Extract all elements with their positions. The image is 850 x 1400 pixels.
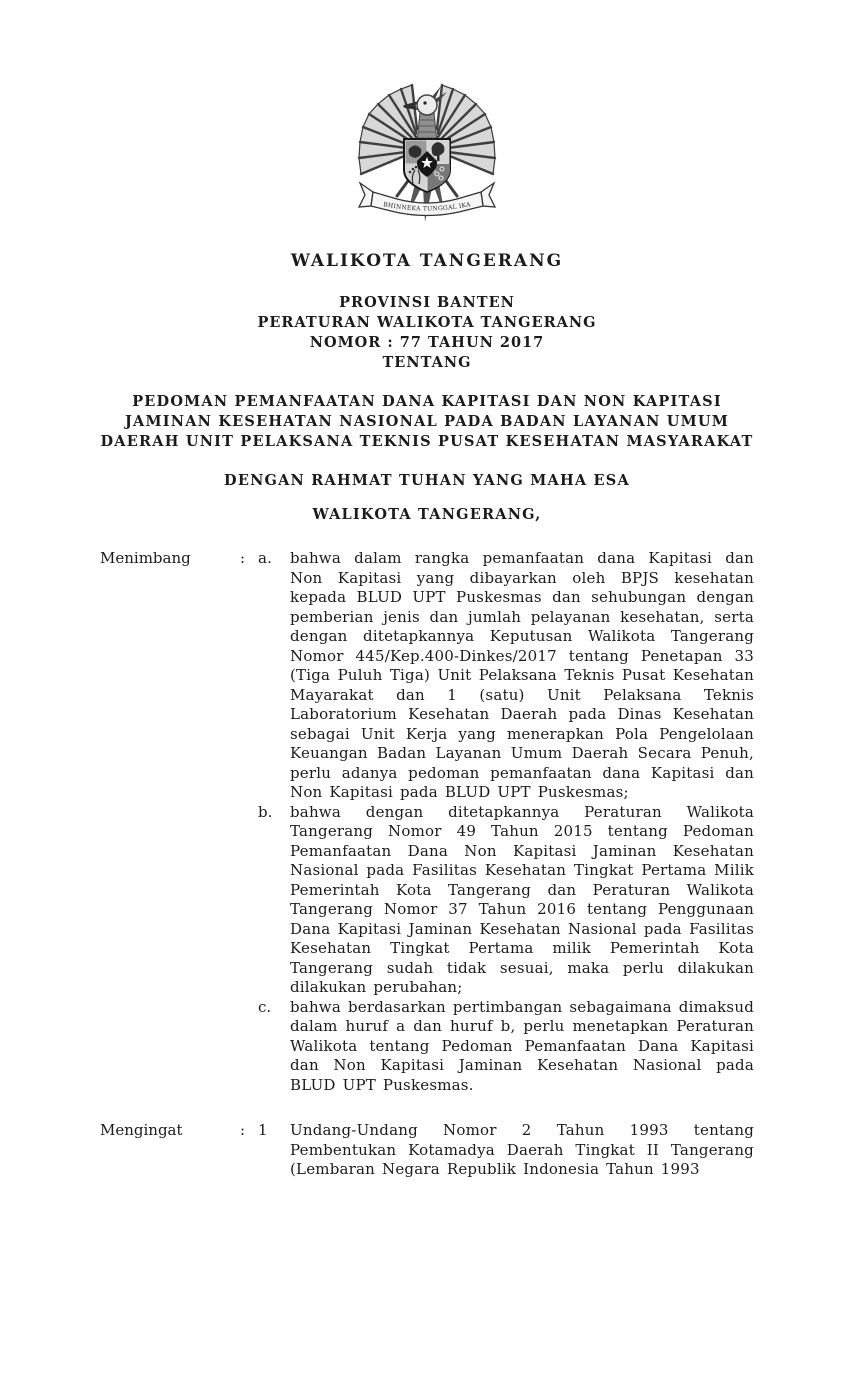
regulation-heading-block [100, 293, 754, 373]
invocation-line: DENGAN RAHMAT TUHAN YANG MAHA ESA [224, 472, 630, 489]
considering-item-b [258, 803, 754, 998]
enacting-authority-line: WALIKOTA TANGERANG, [312, 506, 542, 523]
considering-separator: : [240, 549, 246, 567]
tentang-line: TENTANG [382, 354, 472, 371]
item-marker: 1 [258, 1121, 268, 1139]
garuda-pancasila-icon [357, 80, 497, 225]
recalling-items [258, 1121, 754, 1180]
regulation-line: PERATURAN WALIKOTA TANGERANG [257, 314, 597, 331]
item-text: bahwa dengan ditetapkannya Peraturan Walikota Tangerang Nomor 49 Tahun 2015 tentang Pedoman Pemanfaatan Dana Non Kapitasi Jaminan Kesehatan Nasional pada Fasilitas Kesehatan Tingkat Pertama Milik Pemerintah Kota Tangerang dan Peraturan Walikota Tangerang Nomor 37 Tahun 2016 tentang Penggunaan Dana Kapitasi Jaminan Kesehatan Nasional pada Fasilitas Kesehatan Tingkat Pertama milik Pemerintah Kota Tangerang sudah tidak sesuai, maka perlu dilakukan dilakukan perubahan; [290, 802, 754, 996]
item-text: bahwa dalam rangka pemanfaatan dana Kapitasi dan Non Kapitasi yang dibayarkan oleh BPJS kesehatan kepada BLUD UPT Puskesmas dan sehubungan dengan pemberian jenis dan jumlah pelayanan kesehatan, serta dengan ditetapkannya Keputusan Walikota Tangerang Nomor 445/Kep.400-Dinkes/2017 tentang Penetapan 33 (Tiga Puluh Tiga) Unit Pelaksana Teknis Pusat Kesehatan Mayarakat dan 1 (satu) Unit Pelaksana Teknis Laboratorium Kesehatan Daerah pada Dinas Kesehatan sebagai Unit Kerja yang menerapkan Pola Pengelolaan Keuangan Badan Layanan Umum Daerah Secara Penuh, perlu adanya pedoman pemanfaatan dana Kapitasi dan Non Kapitasi pada BLUD UPT Puskesmas; [290, 549, 754, 801]
item-text: bahwa berdasarkan pertimbangan sebagaimana dimaksud dalam huruf a dan huruf b, perlu menetapkan Peraturan Walikota tentang Pedoman Pemanfaatan Dana Kapitasi dan Non Kapitasi Jaminan Kesehatan Nasional pada BLUD UPT Puskesmas. [290, 997, 754, 1094]
considering-item-c [258, 998, 754, 1096]
recalling-separator: : [240, 1121, 246, 1139]
emblem-motto-text: BHINNEKA TUNGGAL IKA [382, 201, 472, 213]
emblem-container [100, 0, 754, 225]
item-text: Undang-Undang Nomor 2 Tahun 1993 tentang Pembentukan Kotamadya Daerah Tingkat II Tangerang (Lembaran Negara Republik Indonesia Tahun 1993 [290, 1121, 754, 1178]
item-marker: b. [258, 802, 273, 821]
considering-items [258, 549, 754, 1095]
title-line-1: PEDOMAN PEMANFAATAN DANA KAPITASI DAN NON KAPITASI [132, 393, 722, 410]
considering-item-a [258, 549, 754, 803]
number-line: NOMOR : 77 TAHUN 2017 [309, 334, 545, 351]
regulation-title [100, 392, 754, 452]
recalling-label: Mengingat [100, 1121, 183, 1139]
title-line-3: DAERAH UNIT PELAKSANA TEKNIS PUSAT KESEHATAN MASYARAKAT [100, 433, 754, 450]
considering-section [100, 549, 754, 1095]
considering-label: Menimbang [100, 549, 191, 567]
recalling-item-1 [258, 1121, 754, 1180]
title-line-2: JAMINAN KESEHATAN NASIONAL PADA BADAN LAYANAN UMUM [125, 413, 729, 430]
item-marker: a. [258, 549, 272, 567]
authority-heading: WALIKOTA TANGERANG [290, 251, 564, 271]
province-line: PROVINSI BANTEN [339, 294, 515, 311]
item-marker: c. [258, 997, 272, 1016]
recalling-section [100, 1121, 754, 1180]
